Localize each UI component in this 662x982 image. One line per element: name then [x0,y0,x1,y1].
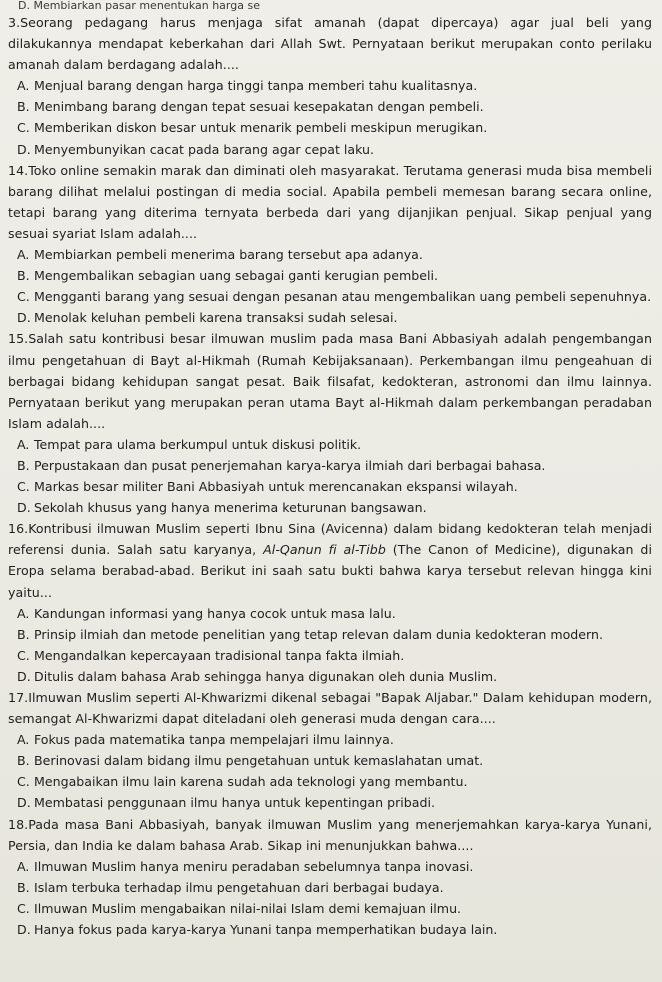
option-a[interactable]: A. Ilmuwan Muslim hanya meniru peradaban sebelumnya tanpa inovasi. [17,858,474,874]
question-body: Pada masa Bani Abbasiyah, banyak ilmuwan Muslim yang menerjemahkan karya-karya Yunani, Persia, dan India ke dalam bahasa Arab. Sikap ini menunjukkan bahwa.... [8,816,652,853]
question-16 [8,518,652,687]
option-a[interactable]: A. Menjual barang dengan harga tinggi tanpa memberi tahu kualitasnya. [17,78,478,94]
question-18 [8,814,652,941]
option-d[interactable]: D. Hanya fokus pada karya-karya Yunani tanpa memperhatikan budaya lain. [17,922,498,938]
option-c[interactable]: C. Markas besar militer Bani Abbasiyah untuk merencanakan ekspansi wilayah. [17,479,518,495]
question-text [8,12,652,75]
question-body: Seorang pedagang harus menjaga sifat amanah (dapat dipercaya) agar jual beli yang dilakukannya mendapat keberkahan dari Allah Swt. Pernyataan berikut merupakan conto perilaku amanah dalam berdagang adalah.... [8,15,652,73]
question-17 [8,687,652,814]
book-title: Al-Qanun fi al-Tibb [263,542,386,558]
question-number: 17. [8,690,29,705]
option-a[interactable]: A. Membiarkan pembeli menerima barang tersebut apa adanya. [17,247,423,263]
question-text [8,328,652,433]
question-3 [8,12,652,160]
question-body: Ilmuwan Muslim seperti Al-Khwarizmi dikenal sebagai "Bapak Aljabar." Dalam kehidupan modern, semangat Al-Khwarizmi dapat diteladani oleh generasi muda dengan cara.... [8,690,652,727]
option-b[interactable]: B. Berinovasi dalam bidang ilmu pengetahuan untuk kemaslahatan umat. [17,753,484,769]
question-15 [8,328,652,518]
option-c[interactable]: C. Ilmuwan Muslim mengabaikan nilai-nilai Islam demi kemajuan ilmu. [17,900,462,916]
question-number: 15. [8,331,29,347]
option-d[interactable]: D. Membatasi penggunaan ilmu hanya untuk kepentingan pribadi. [17,795,436,811]
option-b[interactable]: B. Perpustakaan dan pusat penerjemahan karya-karya ilmiah dari berbagai bahasa. [17,457,546,473]
question-body-cont: (The Canon of Medicine), digunakan di Eropa selama berabad-abad. Berikut ini saah satu bukti bahwa karya tersebut relevan hingga kini yaitu... [8,542,652,600]
option-d[interactable]: D. Ditulis dalam bahasa Arab sehingga hanya digunakan oleh dunia Muslim. [17,668,498,684]
option-b[interactable]: B. Menimbang barang dengan tepat sesuai kesepakatan dengan pembeli. [17,99,484,115]
option-d[interactable]: D. Menolak keluhan pembeli karena transaksi sudah selesai. [17,310,398,326]
option-b[interactable]: B. Mengembalikan sebagian uang sebagai ganti kerugian pembeli. [17,268,439,284]
option-c[interactable]: C. Mengganti barang yang sesuai dengan pesanan atau mengembalikan uang pembeli sepenuhnya. [17,289,652,305]
option-b[interactable]: B. Islam terbuka terhadap ilmu pengetahuan dari berbagai budaya. [17,879,444,895]
question-number: 16. [8,521,29,537]
option-a[interactable]: A. Kandungan informasi yang hanya cocok untuk masa lalu. [17,605,396,621]
option-b[interactable]: B. Prinsip ilmiah dan metode penelitian yang tetap relevan dalam dunia kedokteran modern. [17,626,603,642]
question-text [8,518,652,602]
option-c[interactable]: C. Mengabaikan ilmu lain karena sudah ada teknologi yang membantu. [17,774,468,790]
question-number: 14. [8,162,29,178]
question-14 [8,160,652,329]
question-number: 3. [8,15,21,30]
question-text [8,160,652,244]
option-a[interactable]: A. Fokus pada matematika tanpa mempelajari ilmu lainnya. [17,732,394,748]
top-cut-fragment: D. Membiarkan pasar menentukan harga se [18,0,260,12]
option-c[interactable]: C. Memberikan diskon besar untuk menarik pembeli meskipun merugikan. [17,120,488,136]
option-c[interactable]: C. Mengandalkan kepercayaan tradisional tanpa fakta ilmiah. [17,647,405,663]
question-text [8,687,652,729]
question-body: Toko online semakin marak dan diminati oleh masyarakat. Terutama generasi muda bisa membeli barang dilihat melalui postingan di media social. Apabila pembeli memesan barang secara online, tetapi barang yang diterima ternyata berbeda dari yang dijanjikan penjual. Sikap penjual yang sesuai syariat Islam adalah.... [8,162,652,241]
option-a[interactable]: A. Tempat para ulama berkumpul untuk diskusi politik. [17,436,362,452]
question-number: 18. [8,816,29,832]
question-body: Kontribusi ilmuwan Muslim seperti Ibnu Sina (Avicenna) dalam bidang kedokteran telah menjadi referensi dunia. Salah satu karyanya, [8,521,652,558]
option-d[interactable]: D. Menyembunyikan cacat pada barang agar cepat laku. [17,141,375,157]
question-body: Salah satu kontribusi besar ilmuwan muslim pada masa Bani Abbasiyah adalah pengembangan ilmu pengetahuan di Bayt al-Hikmah (Rumah Kebijaksanaan). Perkembangan ilmu pengeahuan di berbagai bidang kehidupan sangat pesat. Baik filsafat, kedokteran, astronomi dan ilmu lainnya. Pernyataan berikut yang merupakan peran utama Bayt al-Hikmah dalam perkembangan peradaban Islam adalah.... [8,331,652,431]
question-text [8,814,652,856]
option-d[interactable]: D. Sekolah khusus yang hanya menerima keturunan bangsawan. [17,500,427,516]
